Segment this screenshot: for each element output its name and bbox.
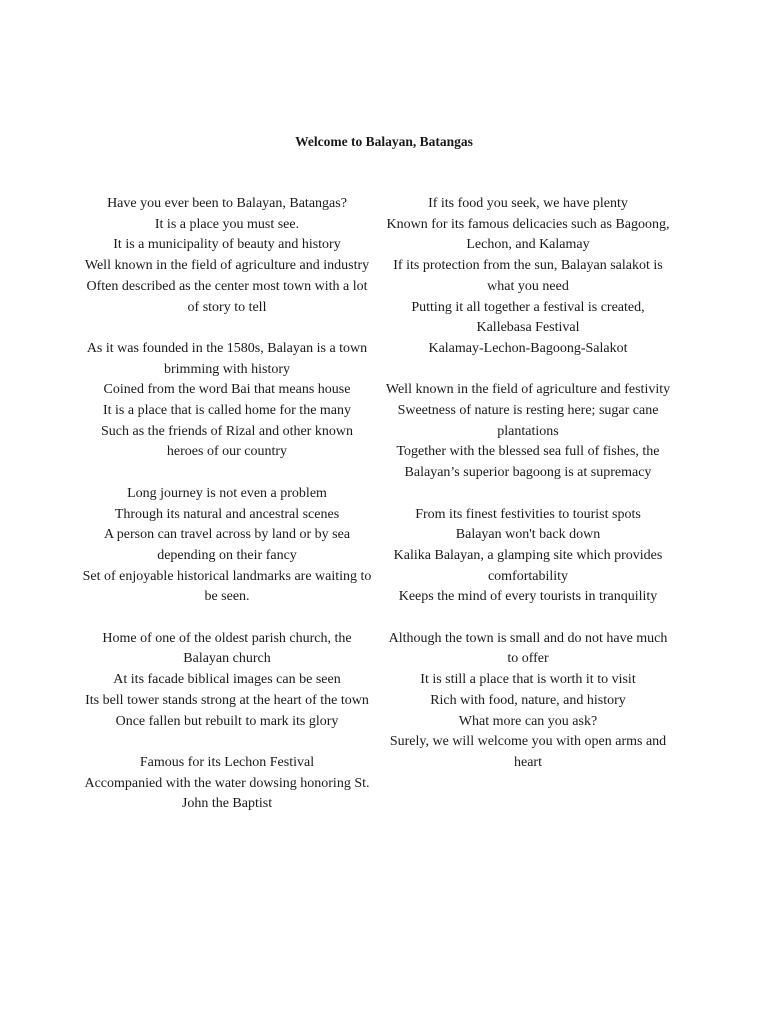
poem-line: What more can you ask? (458, 713, 598, 729)
poem-line: Kalamay-Lechon-Bagoong-Salakot (428, 340, 628, 356)
poem-line: From its finest festivities to tourist spots (415, 506, 641, 522)
poem-line: Keeps the mind of every tourists in tranquility (398, 589, 658, 605)
poem-line: Rich with food, nature, and history (430, 692, 626, 708)
stanza (82, 484, 372, 608)
poem-line: Surely, we will welcome you with open arms and heart (389, 734, 667, 770)
poem-line: It is a municipality of beauty and history (113, 237, 341, 253)
stanza (383, 629, 673, 774)
page-title: Welcome to Balayan, Batangas (295, 134, 473, 149)
poem-line: At its facade biblical images can be seen (113, 672, 341, 688)
poem-line: Home of one of the oldest parish church, the Balayan church (102, 630, 352, 667)
poem-line: Putting it all together a festival is created, Kallebasa Festival (411, 299, 645, 336)
stanza (82, 339, 372, 463)
poem-line: A person can travel across by land or by sea depending on their fancy (103, 527, 351, 563)
poem-line: Long journey is not even a problem (127, 485, 327, 501)
poem-line: Although the town is small and do not have much to offer (388, 630, 668, 667)
poem-line: As it was founded in the 1580s, Balayan is a town brimming with history (86, 340, 368, 377)
poem-line: Famous for its Lechon Festival (139, 754, 315, 770)
poem-line: Kalika Balayan, a glamping site which provides comfortability (393, 547, 663, 584)
poem-line: Often described as the center most town with a lot of story to tell (86, 278, 368, 315)
poem-line: Such as the friends of Rizal and other known heroes of our country (101, 423, 353, 460)
poem-line: Set of enjoyable historical landmarks are waiting to be seen. (82, 568, 372, 605)
poem-line: Well known in the field of agriculture and industry (84, 258, 370, 274)
poem-line: Together with the blessed sea full of fishes, the Balayan’s superior bagoong is at supremacy (396, 444, 660, 481)
stanza (82, 194, 372, 318)
poem-line: Its bell tower stands strong at the heart of the town (85, 692, 369, 708)
poem-column-left (82, 194, 372, 836)
poem-line: Balayan won't back down (455, 527, 601, 543)
stanza (383, 194, 673, 360)
poem-line: It is a place you must see. (154, 216, 300, 232)
poem-line: It is a place that is called home for the many (102, 403, 352, 419)
poem-line: Known for its famous delicacies such as Bagoong, Lechon, and Kalamay (386, 216, 670, 253)
poem-line: Once fallen but rebuilt to mark its glory (115, 713, 339, 729)
poem-line: It is still a place that is worth it to visit (420, 672, 636, 688)
poem-line: If its food you seek, we have plenty (428, 196, 628, 211)
poem-column-right (383, 194, 673, 794)
poem-line: Have you ever been to Balayan, Batangas? (107, 196, 347, 211)
poem-line: Coined from the word Bai that means house (103, 382, 351, 398)
stanza (383, 380, 673, 484)
poem-line: If its protection from the sun, Balayan salakot is what you need (393, 258, 663, 294)
poem-line: Accompanied with the water dowsing honoring St. John the Baptist (84, 775, 370, 812)
poem-line: Through its natural and ancestral scenes (114, 506, 340, 522)
stanza (82, 629, 372, 733)
stanza (383, 505, 673, 609)
poem-line: Well known in the field of agriculture and festivity (385, 382, 671, 398)
stanza (82, 753, 372, 815)
poem-line: Sweetness of nature is resting here; sugar cane plantations (397, 403, 659, 439)
